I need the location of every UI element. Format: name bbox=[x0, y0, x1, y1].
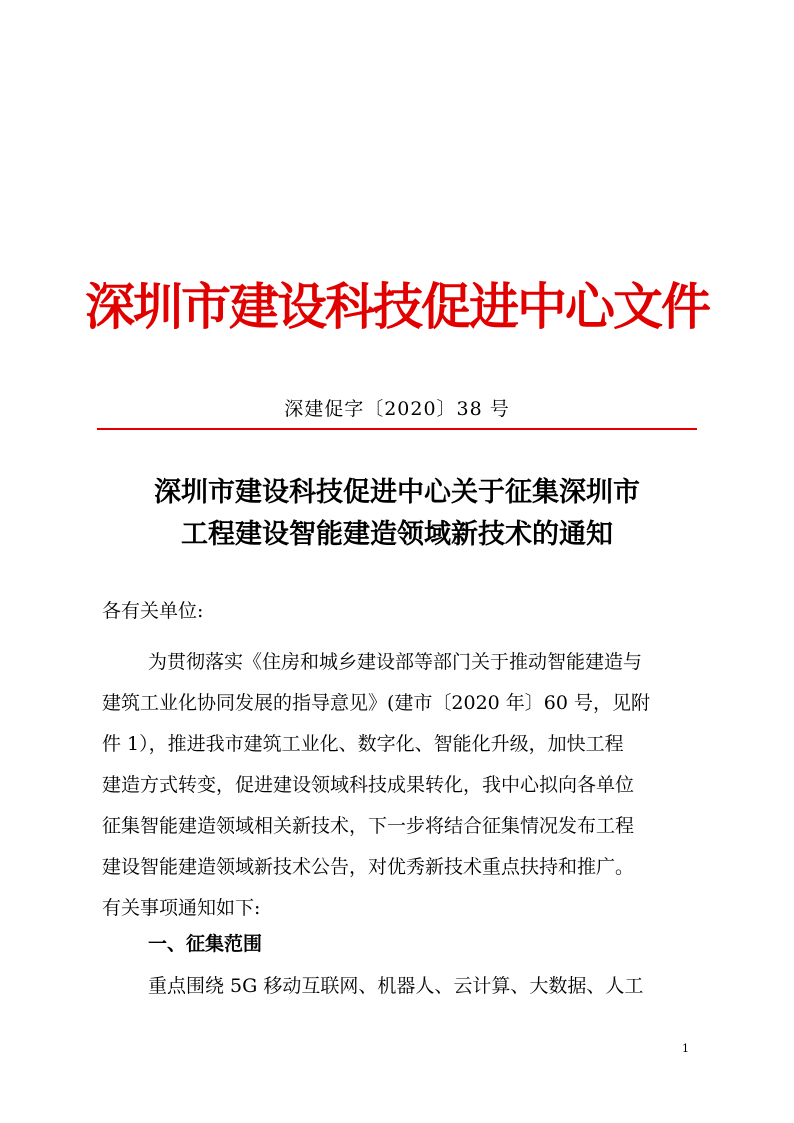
paragraph-line: 件 1），推进我市建筑工业化、数字化、智能化升级，加快工程 bbox=[102, 733, 624, 755]
paragraph-line: 征集智能建造领域相关新技术，下一步将结合征集情况发布工程 bbox=[102, 815, 635, 837]
document-number: 深建促字〔2020〕38 号 bbox=[284, 398, 510, 420]
paragraph-line: 为贯彻落实《住房和城乡建设部等部门关于推动智能建造与 bbox=[148, 651, 643, 673]
paragraph-line: 建造方式转变，促进建设领域科技成果转化，我中心拟向各单位 bbox=[102, 774, 635, 796]
paragraph-line: 有关事项通知如下: bbox=[102, 897, 261, 919]
document-header: 深圳市建设科技促进中心文件 bbox=[85, 277, 709, 336]
notice-title bbox=[0, 472, 794, 556]
paragraph-line: 建设智能建造领域新技术公告，对优秀新技术重点扶持和推广。 bbox=[102, 856, 635, 878]
paragraph-line: 建筑工业化协同发展的指导意见》(建市〔2020 年〕60 号，见附 bbox=[102, 692, 651, 714]
page-number: 1 bbox=[682, 1042, 689, 1055]
section-heading: 一、征集范围 bbox=[148, 933, 263, 955]
notice-title-line: 工程建设智能建造领域新技术的通知 bbox=[181, 519, 613, 550]
section-text-line: 重点围绕 5G 移动互联网、机器人、云计算、大数据、人工 bbox=[148, 975, 644, 997]
salutation: 各有关单位: bbox=[102, 600, 204, 622]
notice-title-line: 深圳市建设科技促进中心关于征集深圳市 bbox=[154, 477, 640, 508]
red-divider bbox=[97, 428, 697, 430]
